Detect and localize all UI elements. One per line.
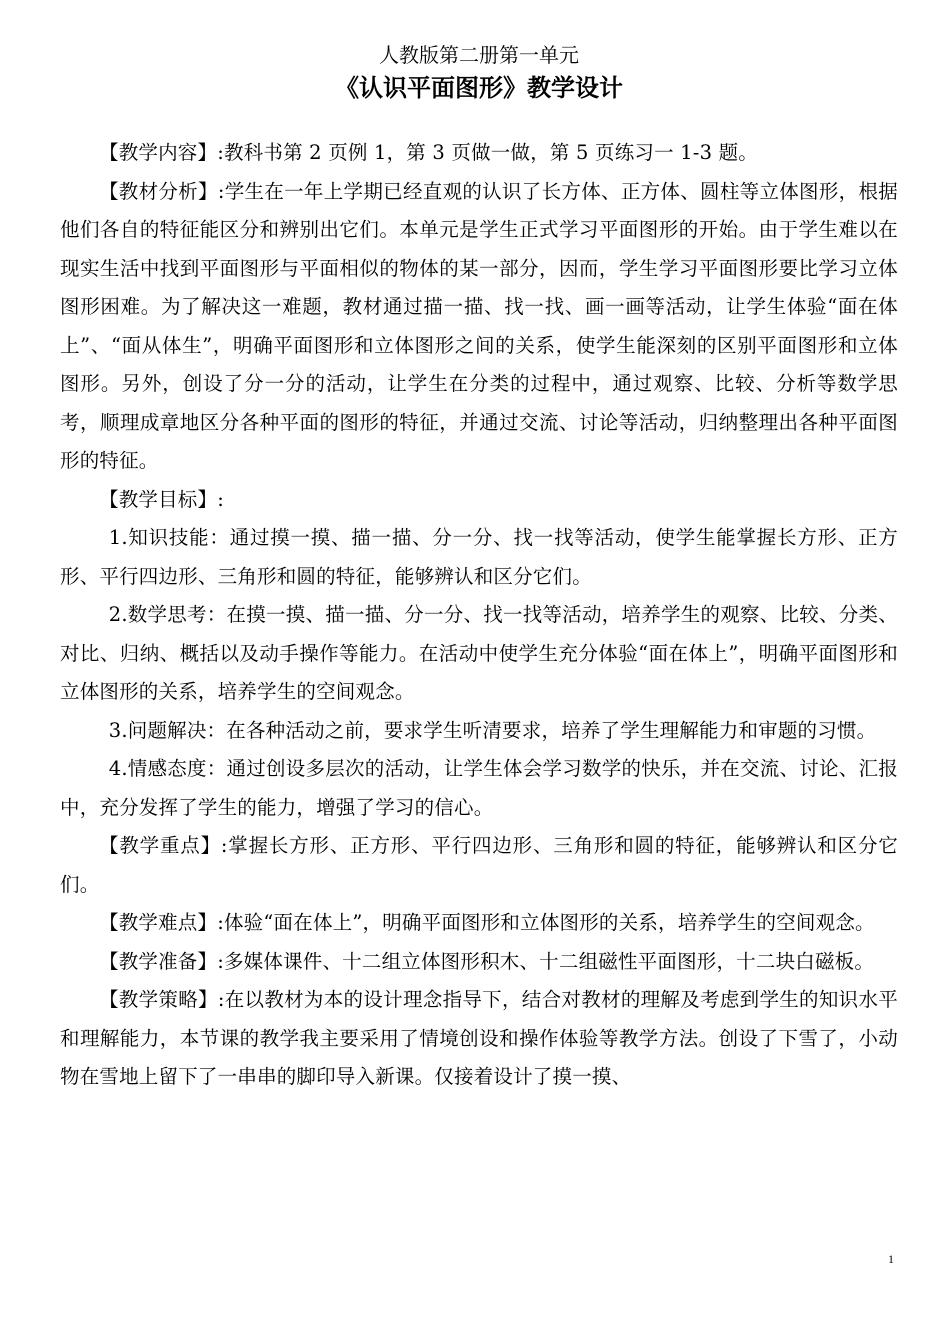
document-page (60, 40, 898, 1097)
section-label: 【教学目标】: (99, 487, 224, 511)
section-difficulties (60, 904, 898, 943)
section-preparation (60, 943, 898, 982)
section-label: 【教学策略】: (99, 988, 225, 1011)
section-text: 体验“面在体上”，明确平面图形和立体图形的关系，培养学生的空间观念。 (223, 911, 875, 934)
goal-item: 2.数学思考：在摸一摸、描一描、分一分、找一找等活动，培养学生的观察、比较、分类、对比、归纳、概括以及动手操作等能力。在活动中使学生充分体验“面在体上”，明确平面图形和立体图形的关系，培养学生的空间观念。 (60, 603, 898, 703)
section-text: 多媒体课件、十二组立体图形积木、十二组磁性平面图形，十二块白磁板。 (223, 949, 875, 973)
section-text: 掌握长方形、正方形、平行四边形、三角形和圆的特征，能够辨认和区分它们。 (60, 834, 898, 896)
section-text: 学生在一年上学期已经直观的认识了长方体、正方体、圆柱等立体图形，根据他们各自的特征能区分和辨别出它们。本单元是学生正式学习平面图形的开始。由于学生难以在现实生活中找到平面图形与平面相似的物体的某一部分，因而，学生学习平面图形要比学习立体图形困难。为了解决这一难题，教材通过描一描、找一找、画一画等活动，让学生体验“面在体上”、“面从体生”，明确平面图形和立体图形之间的关系，使学生能深刻的区别平面图形和立体图形。另外，创设了分一分的活动，让学生在分类的过程中，通过观察、比较、分析等数学思考，顺理成章地区分各种平面的图形的特征，并通过交流、讨论等活动，归纳整理出各种平面图形的特征。 (60, 179, 898, 472)
document-subtitle: 人教版第二册第一单元 (379, 43, 579, 67)
section-goals-heading (60, 481, 898, 520)
goal-item: 4.情感态度：通过创设多层次的活动，让学生体会学习数学的快乐，并在交流、讨论、汇报中，充分发挥了学生的能力，增强了学习的信心。 (60, 757, 898, 819)
section-label: 【教学重点】: (99, 834, 228, 857)
goal-item: 3.问题解决：在各种活动之前，要求学生听清要求，培养了学生理解能力和审题的习惯。 (108, 718, 877, 742)
goal-item: 1.知识技能：通过摸一摸、描一描、分一分、找一找等活动，使学生能掌握长方形、正方形、平行四边形、三角形和圆的特征，能够辨认和区分它们。 (60, 526, 898, 588)
section-label: 【教学准备】: (99, 949, 224, 973)
section-key-points (60, 827, 898, 904)
document-title: 《认识平面图形》教学设计 (335, 73, 623, 102)
section-label: 【教学难点】: (99, 911, 224, 934)
section-strategy (60, 981, 898, 1097)
page-number: 1 (888, 1252, 894, 1266)
section-label: 【教材分析】: (99, 179, 225, 203)
section-content (60, 134, 898, 173)
section-text: 在以教材为本的设计理念指导下，结合对教材的理解及考虑到学生的知识水平和理解能力，本节课的教学我主要采用了情境创设和操作体验等教学方法。创设了下雪了，小动物在雪地上留下了一串串的脚印导入新课。仅接着设计了摸一摸、 (60, 988, 898, 1088)
section-text: 教科书第 2 页例 1，第 3 页做一做，第 5 页练习一 1-3 题。 (223, 141, 758, 164)
section-label: 【教学内容】: (99, 141, 224, 164)
section-analysis (60, 173, 898, 481)
